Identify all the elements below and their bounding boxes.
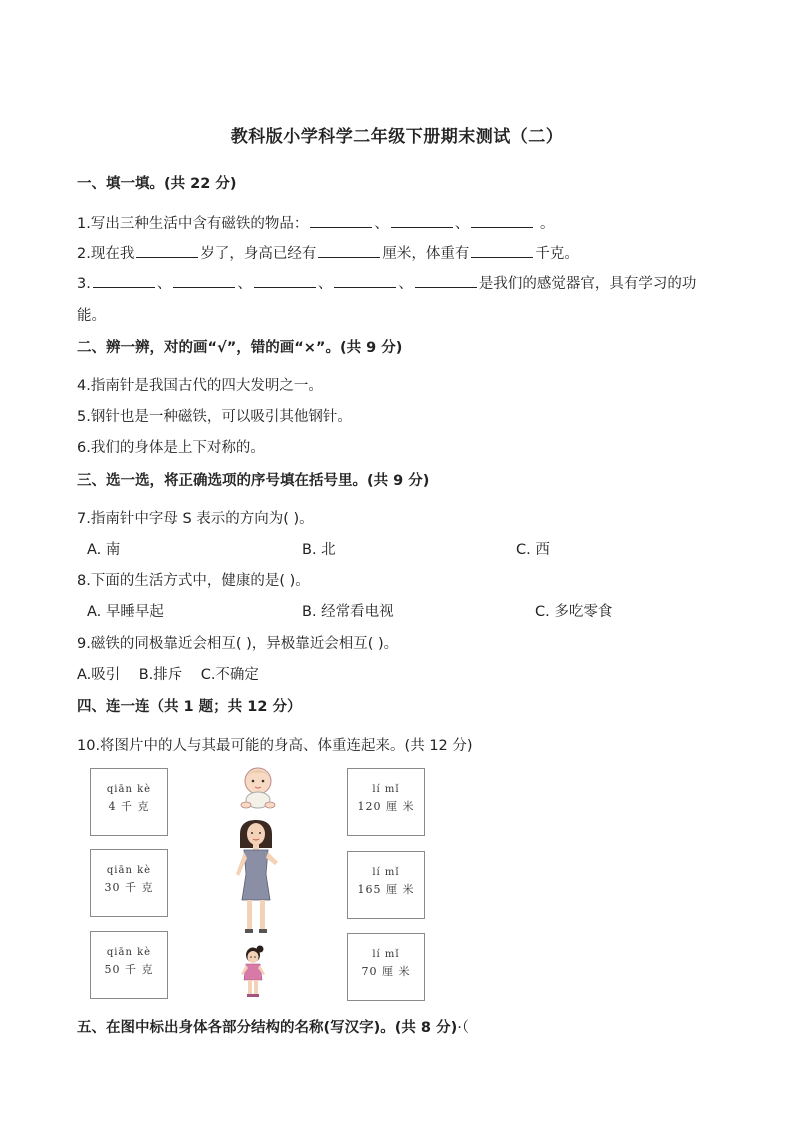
q8-option-b[interactable]: B. 经常看电视: [302, 604, 394, 620]
section-5-title: 五、在图中标出身体各部分结构的名称(写汉字)。(共 8 分): [77, 1020, 458, 1036]
pinyin-label: qiān kè: [106, 784, 152, 795]
pinyin-label: lí mǐ: [372, 784, 400, 795]
question-3-continued: 能。: [77, 308, 106, 324]
weight-value: 30 千 克: [104, 881, 154, 894]
answer-blank[interactable]: [334, 273, 396, 288]
question-1: [77, 212, 554, 233]
height-value: 70 厘 米: [361, 965, 411, 978]
q1-sep: 、: [454, 216, 470, 232]
height-value: 120 厘 米: [357, 800, 415, 813]
weight-value: 4 千 克: [108, 800, 150, 813]
question-9: 9.磁铁的同极靠近会相互( )，异极靠近会相互( )。: [77, 636, 399, 652]
section-5-heading: [77, 1016, 469, 1037]
q2-part-c: 厘米，体重有: [382, 246, 470, 262]
weight-value: 50 千 克: [104, 963, 154, 976]
q8-option-c[interactable]: C. 多吃零食: [535, 604, 613, 620]
pinyin-label: lí mǐ: [372, 867, 400, 878]
section-1-heading: 一、填一填。(共 22 分): [77, 176, 237, 192]
q3-sep: 、: [156, 276, 172, 292]
answer-blank[interactable]: [471, 213, 533, 228]
q9-options: A.吸引 B.排斥 C.不确定: [77, 667, 259, 683]
girl-illustration[interactable]: [238, 944, 268, 1000]
question-10: 10.将图片中的人与其最可能的身高、体重连起来。(共 12 分): [77, 738, 473, 754]
answer-blank[interactable]: [173, 273, 235, 288]
section-4-heading: 四、连一连（共 1 题；共 12 分）: [77, 699, 302, 715]
q7-option-c[interactable]: C. 西: [516, 542, 550, 558]
q1-end: 。: [539, 216, 555, 232]
q2-part-d: 千克。: [535, 246, 579, 262]
question-7: 7.指南针中字母 S 表示的方向为( )。: [77, 511, 314, 527]
weight-card[interactable]: [90, 849, 168, 917]
q3-sep: 、: [317, 276, 333, 292]
question-5: 5.钢针也是一种磁铁，可以吸引其他钢针。: [77, 409, 352, 425]
answer-blank[interactable]: [391, 213, 453, 228]
question-8: 8.下面的生活方式中，健康的是( )。: [77, 573, 310, 589]
section-2-heading: 二、辨一辨，对的画“√”，错的画“×”。(共 9 分): [77, 340, 403, 356]
q3-sep: 、: [398, 276, 413, 292]
weight-card[interactable]: [90, 931, 168, 999]
answer-blank[interactable]: [471, 243, 533, 258]
pinyin-label: lí mǐ: [372, 949, 400, 960]
q7-option-a[interactable]: A. 南: [87, 542, 121, 558]
answer-blank[interactable]: [310, 213, 372, 228]
question-6: 6.我们的身体是上下对称的。: [77, 440, 265, 456]
question-2: [77, 242, 579, 263]
q3-sep: 、: [237, 276, 252, 292]
q2-part-b: 岁了，身高已经有: [200, 246, 317, 262]
pinyin-label: qiān kè: [106, 865, 152, 876]
section-3-heading: 三、选一选，将正确选项的序号填在括号里。(共 9 分): [77, 473, 430, 489]
answer-blank[interactable]: [318, 243, 380, 258]
height-value: 165 厘 米: [357, 883, 415, 896]
pinyin-label: qiān kè: [106, 947, 152, 958]
page-title: 教科版小学科学二年级下册期末测试（二）: [230, 127, 564, 147]
q1-text: 1.写出三种生活中含有磁铁的物品：: [77, 216, 309, 232]
q2-part-a: 2.现在我: [77, 246, 135, 262]
q8-option-a[interactable]: A. 早睡早起: [87, 604, 164, 620]
answer-blank[interactable]: [93, 273, 155, 288]
weight-card[interactable]: [90, 768, 168, 836]
answer-blank[interactable]: [254, 273, 316, 288]
question-3: [77, 272, 696, 293]
baby-illustration[interactable]: [236, 765, 280, 811]
q3-start: 3.: [77, 276, 91, 292]
height-card[interactable]: [347, 768, 425, 836]
woman-illustration[interactable]: [230, 818, 282, 936]
q1-sep: 、: [374, 216, 389, 232]
question-4: 4.指南针是我国古代的四大发明之一。: [77, 378, 323, 394]
q7-option-b[interactable]: B. 北: [302, 542, 336, 558]
height-card[interactable]: [347, 933, 425, 1001]
answer-blank[interactable]: [136, 243, 198, 258]
q3-end: 是我们的感觉器官，具有学习的功: [478, 276, 697, 292]
section-5-trail: ·（: [457, 1020, 470, 1036]
answer-blank[interactable]: [415, 273, 477, 288]
height-card[interactable]: [347, 851, 425, 919]
